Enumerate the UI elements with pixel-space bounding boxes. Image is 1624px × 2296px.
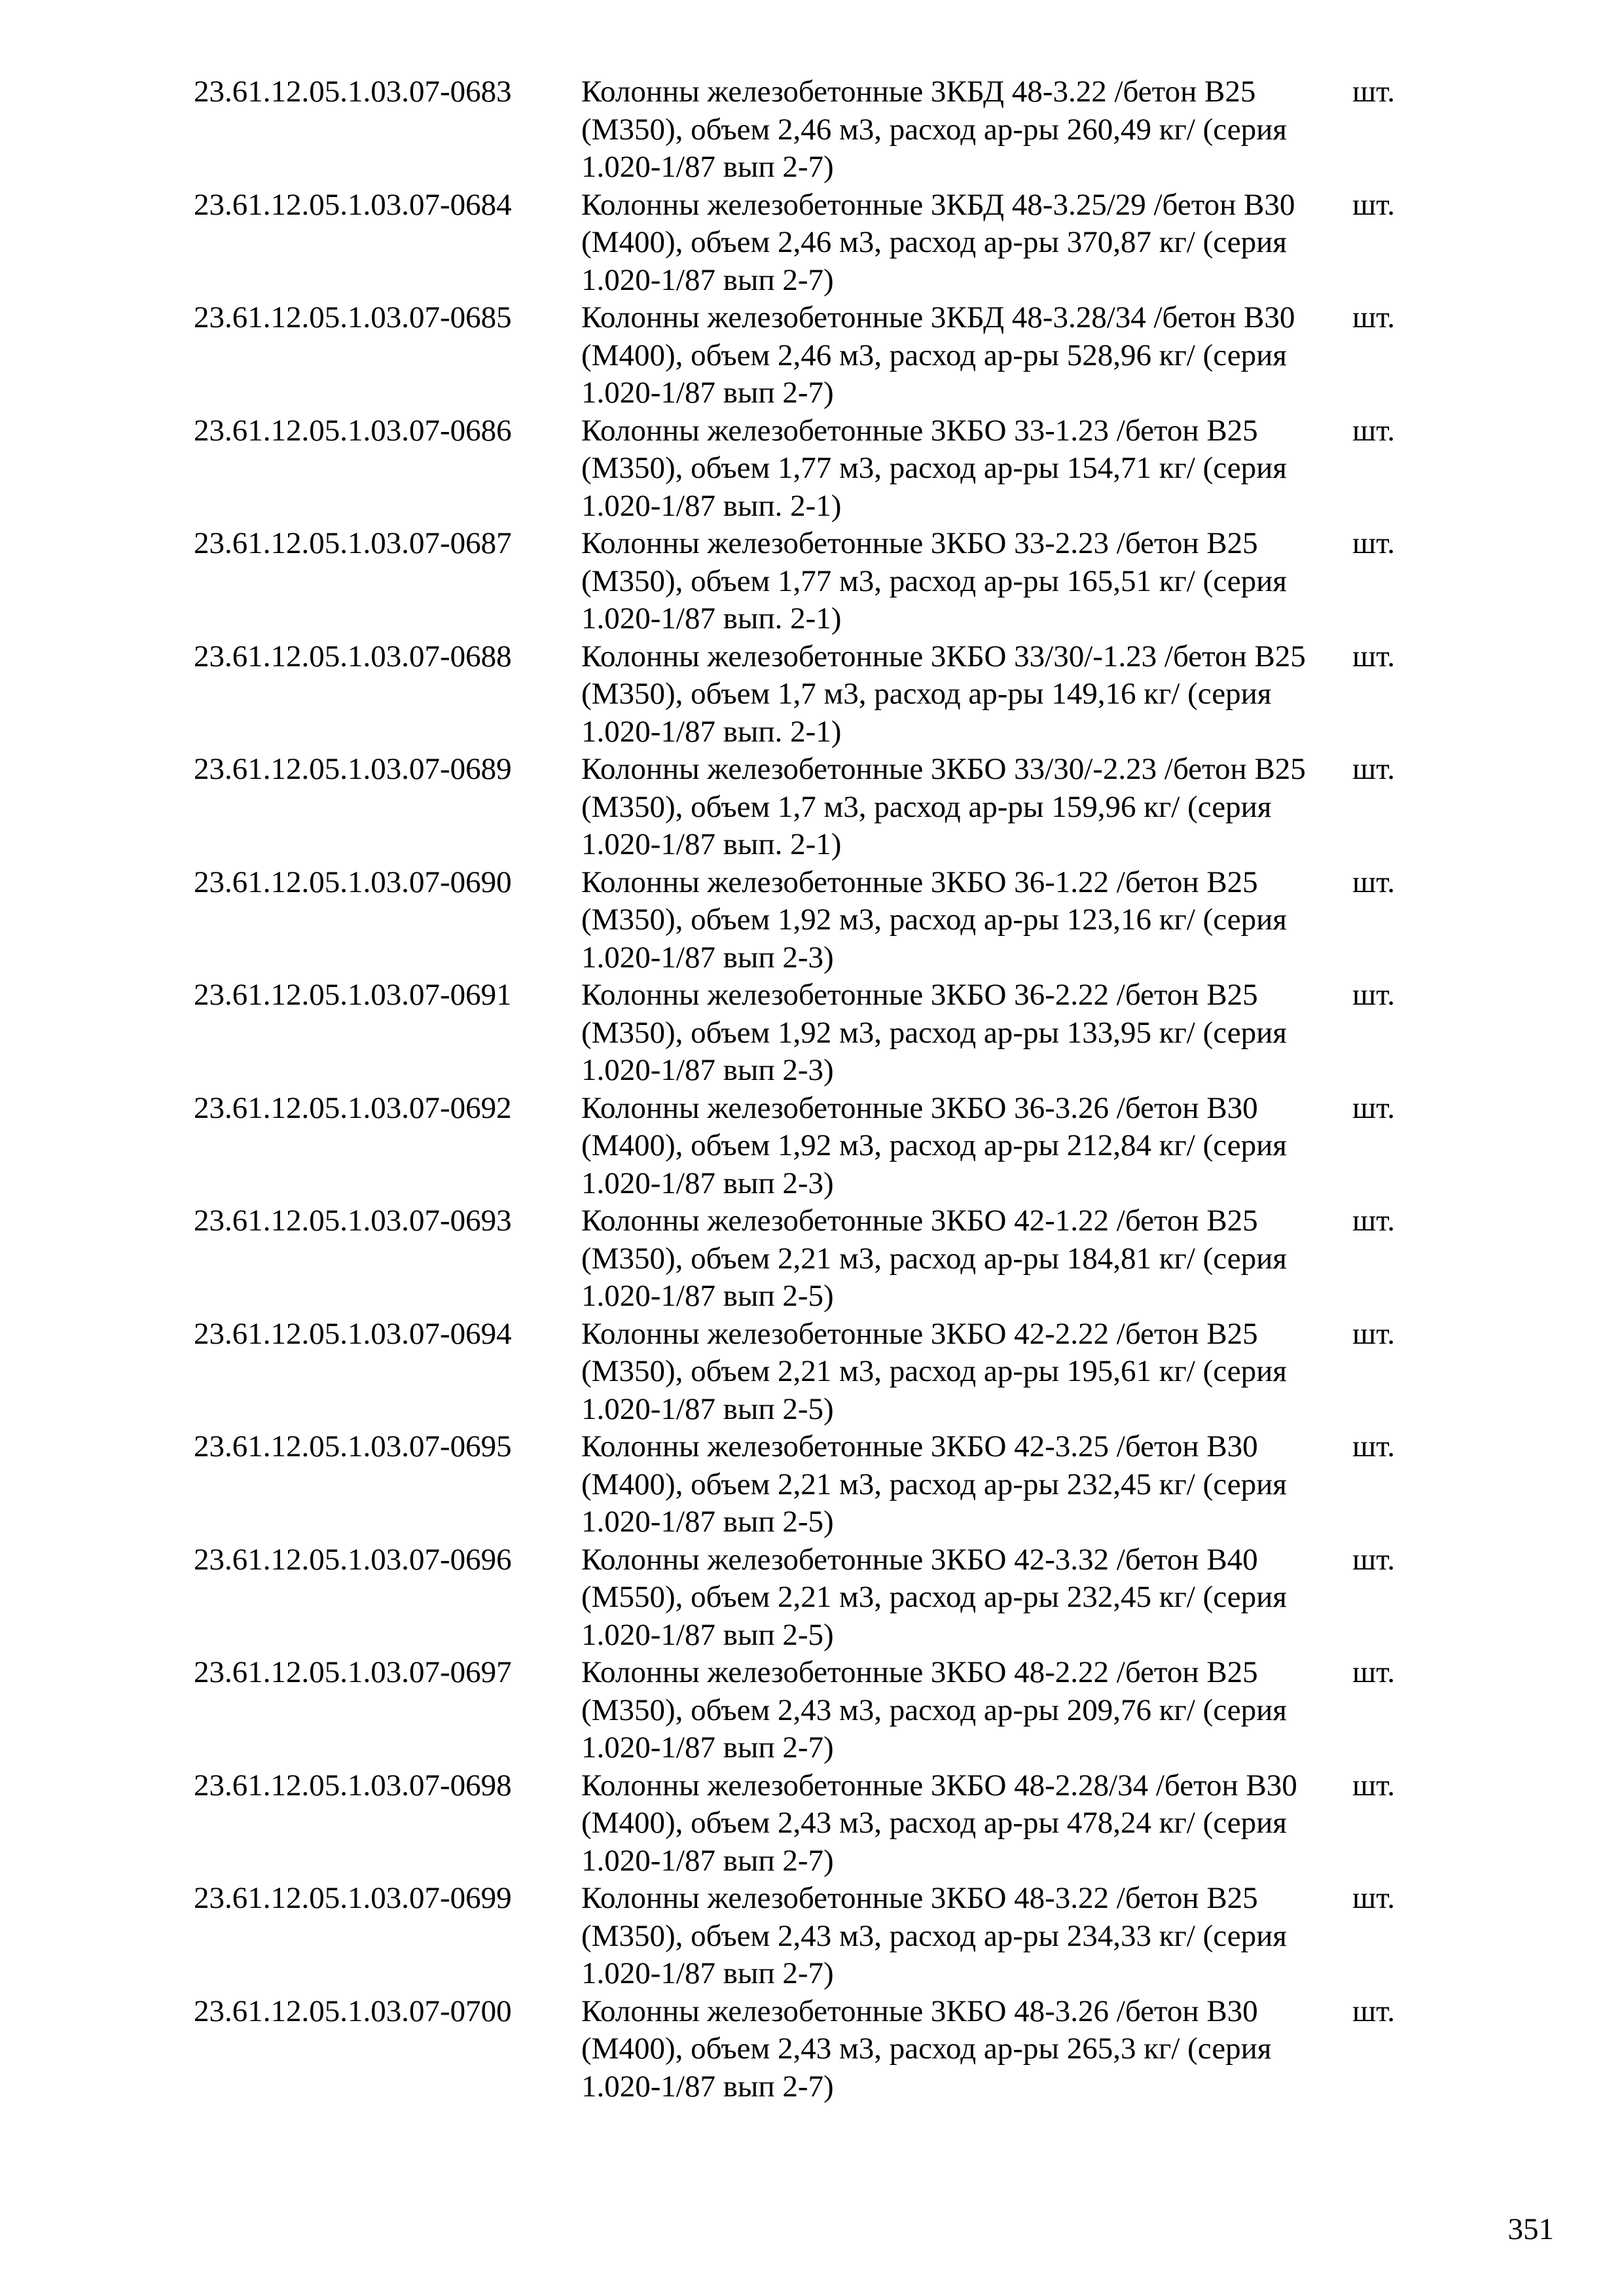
resource-code: 23.61.12.05.1.03.07-0686 bbox=[194, 413, 512, 448]
unit-of-measure: шт. bbox=[1352, 1542, 1395, 1577]
table-row bbox=[194, 187, 1437, 300]
table-row bbox=[194, 751, 1437, 864]
resource-code: 23.61.12.05.1.03.07-0698 bbox=[194, 1768, 512, 1803]
resource-name: Колонны железобетонные 3КБО 36-2.22 /бетон В25 (М350), объем 1,92 м3, расход ар-ры 133,95 кг/ (серия 1.020-1/87 вып 2-3) bbox=[581, 978, 1287, 1087]
resource-name: Колонны железобетонные 3КБО 42-3.25 /бетон В30 (М400), объем 2,21 м3, расход ар-ры 232,45 кг/ (серия 1.020-1/87 вып 2-5) bbox=[581, 1429, 1287, 1539]
resource-code: 23.61.12.05.1.03.07-0689 bbox=[194, 752, 512, 786]
table-row bbox=[194, 1993, 1437, 2106]
unit-of-measure: шт. bbox=[1352, 865, 1395, 899]
table-row bbox=[194, 525, 1437, 638]
resource-name: Колонны железобетонные 3КБО 33-2.23 /бетон В25 (М350), объем 1,77 м3, расход ар-ры 165,51 кг/ (серия 1.020-1/87 вып. 2-1) bbox=[581, 526, 1287, 636]
resource-name: Колонны железобетонные 3КБД 48-3.28/34 /бетон В30 (М400), объем 2,46 м3, расход ар-ры 528,96 кг/ (серия 1.020-1/87 вып 2-7) bbox=[581, 300, 1295, 410]
resource-name: Колонны железобетонные 3КБО 36-3.26 /бетон В30 (М400), объем 1,92 м3, расход ар-ры 212,84 кг/ (серия 1.020-1/87 вып 2-3) bbox=[581, 1090, 1287, 1200]
resource-name: Колонны железобетонные 3КБО 42-2.22 /бетон В25 (М350), объем 2,21 м3, расход ар-ры 195,61 кг/ (серия 1.020-1/87 вып 2-5) bbox=[581, 1316, 1287, 1426]
table-row bbox=[194, 299, 1437, 412]
resource-code: 23.61.12.05.1.03.07-0697 bbox=[194, 1655, 512, 1689]
resource-catalog-table bbox=[194, 73, 1437, 2106]
table-row bbox=[194, 977, 1437, 1090]
resource-code: 23.61.12.05.1.03.07-0696 bbox=[194, 1542, 512, 1577]
resource-name: Колонны железобетонные 3КБО 48-2.22 /бетон В25 (М350), объем 2,43 м3, расход ар-ры 209,76 кг/ (серия 1.020-1/87 вып 2-7) bbox=[581, 1655, 1287, 1765]
table-row bbox=[194, 864, 1437, 977]
table-row bbox=[194, 1541, 1437, 1655]
resource-code: 23.61.12.05.1.03.07-0695 bbox=[194, 1429, 512, 1463]
resource-name: Колонны железобетонные 3КБО 42-3.32 /бетон В40 (М550), объем 2,21 м3, расход ар-ры 232,45 кг/ (серия 1.020-1/87 вып 2-5) bbox=[581, 1542, 1287, 1652]
resource-name: Колонны железобетонные 3КБО 33-1.23 /бетон В25 (М350), объем 1,77 м3, расход ар-ры 154,71 кг/ (серия 1.020-1/87 вып. 2-1) bbox=[581, 413, 1287, 523]
resource-code: 23.61.12.05.1.03.07-0688 bbox=[194, 639, 512, 673]
table-row bbox=[194, 1880, 1437, 1993]
resource-code: 23.61.12.05.1.03.07-0693 bbox=[194, 1204, 512, 1238]
table-row bbox=[194, 1428, 1437, 1541]
unit-of-measure: шт. bbox=[1352, 413, 1395, 448]
resource-code: 23.61.12.05.1.03.07-0684 bbox=[194, 187, 512, 222]
resource-code: 23.61.12.05.1.03.07-0699 bbox=[194, 1881, 512, 1915]
unit-of-measure: шт. bbox=[1352, 1655, 1395, 1689]
resource-code: 23.61.12.05.1.03.07-0690 bbox=[194, 865, 512, 899]
table-row bbox=[194, 1767, 1437, 1880]
unit-of-measure: шт. bbox=[1352, 526, 1395, 560]
catalog-body bbox=[194, 73, 1437, 2106]
unit-of-measure: шт. bbox=[1352, 1429, 1395, 1463]
unit-of-measure: шт. bbox=[1352, 1090, 1395, 1125]
unit-of-measure: шт. bbox=[1352, 1768, 1395, 1803]
resource-code: 23.61.12.05.1.03.07-0683 bbox=[194, 75, 512, 109]
table-row bbox=[194, 1654, 1437, 1767]
table-row bbox=[194, 1202, 1437, 1316]
unit-of-measure: шт. bbox=[1352, 1881, 1395, 1915]
resource-name: Колонны железобетонные 3КБО 42-1.22 /бетон В25 (М350), объем 2,21 м3, расход ар-ры 184,81 кг/ (серия 1.020-1/87 вып 2-5) bbox=[581, 1204, 1287, 1313]
resource-name: Колонны железобетонные 3КБД 48-3.22 /бетон В25 (М350), объем 2,46 м3, расход ар-ры 260,49 кг/ (серия 1.020-1/87 вып 2-7) bbox=[581, 75, 1287, 184]
unit-of-measure: шт. bbox=[1352, 1204, 1395, 1238]
unit-of-measure: шт. bbox=[1352, 978, 1395, 1012]
unit-of-measure: шт. bbox=[1352, 1316, 1395, 1351]
resource-name: Колонны железобетонные 3КБО 48-2.28/34 /бетон В30 (М400), объем 2,43 м3, расход ар-ры 478,24 кг/ (серия 1.020-1/87 вып 2-7) bbox=[581, 1768, 1297, 1878]
resource-name: Колонны железобетонные 3КБО 48-3.22 /бетон В25 (М350), объем 2,43 м3, расход ар-ры 234,33 кг/ (серия 1.020-1/87 вып 2-7) bbox=[581, 1881, 1287, 1990]
table-row bbox=[194, 638, 1437, 751]
table-row bbox=[194, 1090, 1437, 1203]
table-row bbox=[194, 1316, 1437, 1429]
resource-name: Колонны железобетонные 3КБО 33/30/-2.23 /бетон В25 (М350), объем 1,7 м3, расход ар-ры 159,96 кг/ (серия 1.020-1/87 вып. 2-1) bbox=[581, 752, 1306, 861]
table-row bbox=[194, 412, 1437, 526]
resource-code: 23.61.12.05.1.03.07-0700 bbox=[194, 1994, 512, 2028]
unit-of-measure: шт. bbox=[1352, 300, 1395, 334]
resource-code: 23.61.12.05.1.03.07-0687 bbox=[194, 526, 512, 560]
unit-of-measure: шт. bbox=[1352, 1994, 1395, 2028]
resource-name: Колонны железобетонные 3КБО 36-1.22 /бетон В25 (М350), объем 1,92 м3, расход ар-ры 123,16 кг/ (серия 1.020-1/87 вып 2-3) bbox=[581, 865, 1287, 975]
unit-of-measure: шт. bbox=[1352, 75, 1395, 109]
resource-name: Колонны железобетонные 3КБО 48-3.26 /бетон В30 (М400), объем 2,43 м3, расход ар-ры 265,3 кг/ (серия 1.020-1/87 вып 2-7) bbox=[581, 1994, 1272, 2104]
unit-of-measure: шт. bbox=[1352, 639, 1395, 673]
resource-name: Колонны железобетонные 3КБО 33/30/-1.23 /бетон В25 (М350), объем 1,7 м3, расход ар-ры 149,16 кг/ (серия 1.020-1/87 вып. 2-1) bbox=[581, 639, 1306, 749]
unit-of-measure: шт. bbox=[1352, 752, 1395, 786]
resource-code: 23.61.12.05.1.03.07-0692 bbox=[194, 1090, 512, 1125]
resource-code: 23.61.12.05.1.03.07-0694 bbox=[194, 1316, 512, 1351]
resource-code: 23.61.12.05.1.03.07-0691 bbox=[194, 978, 512, 1012]
page-number: 351 bbox=[1507, 2212, 1554, 2246]
resource-code: 23.61.12.05.1.03.07-0685 bbox=[194, 300, 512, 334]
resource-name: Колонны железобетонные 3КБД 48-3.25/29 /бетон В30 (М400), объем 2,46 м3, расход ар-ры 370,87 кг/ (серия 1.020-1/87 вып 2-7) bbox=[581, 187, 1295, 297]
table-row bbox=[194, 73, 1437, 187]
unit-of-measure: шт. bbox=[1352, 187, 1395, 222]
